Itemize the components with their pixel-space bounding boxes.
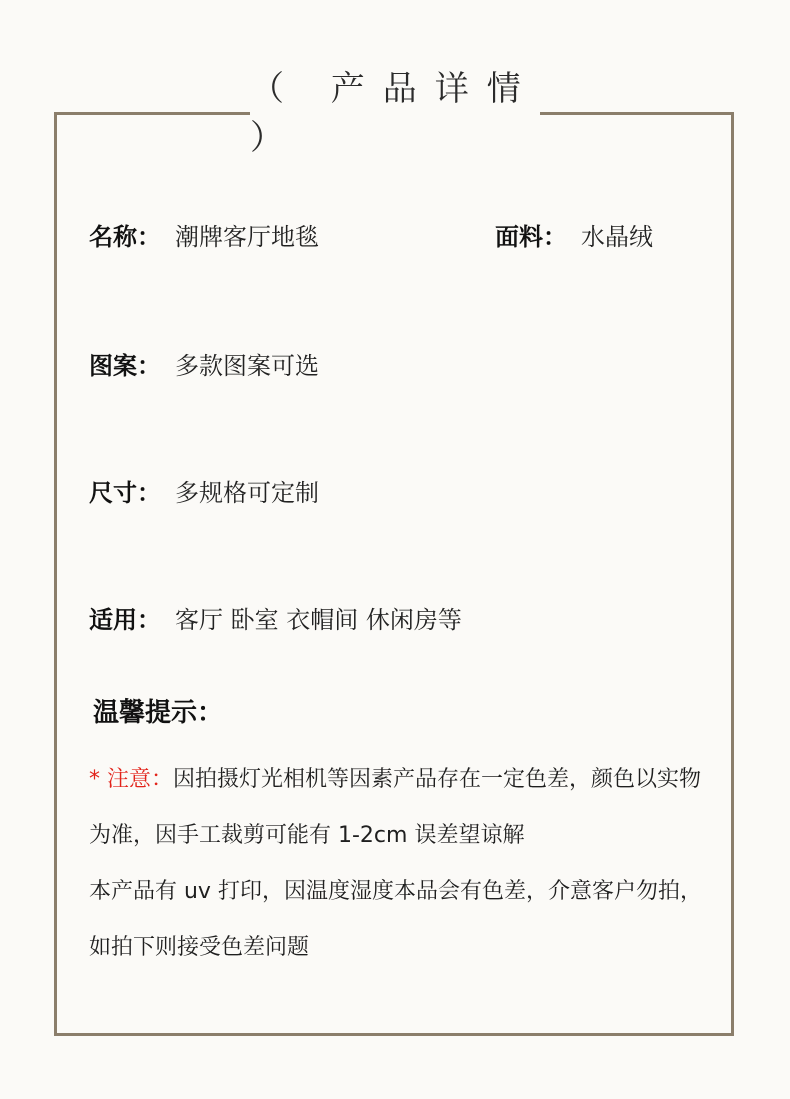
section-title: （ 产品详情 ） [250, 69, 539, 158]
spec-fabric-label: 面料： [495, 223, 567, 251]
spec-pattern-label: 图案： [89, 352, 161, 380]
tips-note-text: 因拍摄灯光相机等因素产品存在一定色差，颜色以实物为准，因手工裁剪可能有 1-2cm 误差望谅解 [89, 767, 702, 848]
spec-usage-row [89, 605, 462, 635]
spec-size-value: 多规格可定制 [175, 479, 319, 507]
spec-pattern-row [89, 351, 319, 381]
spec-name-value: 潮牌客厅地毯 [175, 223, 319, 251]
spec-size-row [89, 478, 319, 508]
tips-note [89, 752, 714, 864]
spec-size-label: 尺寸： [89, 479, 161, 507]
spec-usage-value: 客厅 卧室 衣帽间 休闲房等 [175, 606, 462, 634]
section-header [250, 69, 540, 158]
tips-note-label: * 注意： [89, 767, 173, 792]
spec-name-row [89, 222, 319, 252]
spec-pattern-value: 多款图案可选 [175, 352, 319, 380]
spec-name-label: 名称： [89, 223, 161, 251]
tips-title: 温馨提示： [93, 698, 224, 728]
spec-usage-label: 适用： [89, 606, 161, 634]
tips-uv-text: 本产品有 uv 打印，因温度湿度本品会有色差，介意客户勿拍，如拍下则接受色差问题 [89, 879, 702, 960]
spec-fabric-row [495, 222, 653, 252]
tips-uv [89, 864, 714, 976]
spec-fabric-value: 水晶绒 [581, 223, 653, 251]
